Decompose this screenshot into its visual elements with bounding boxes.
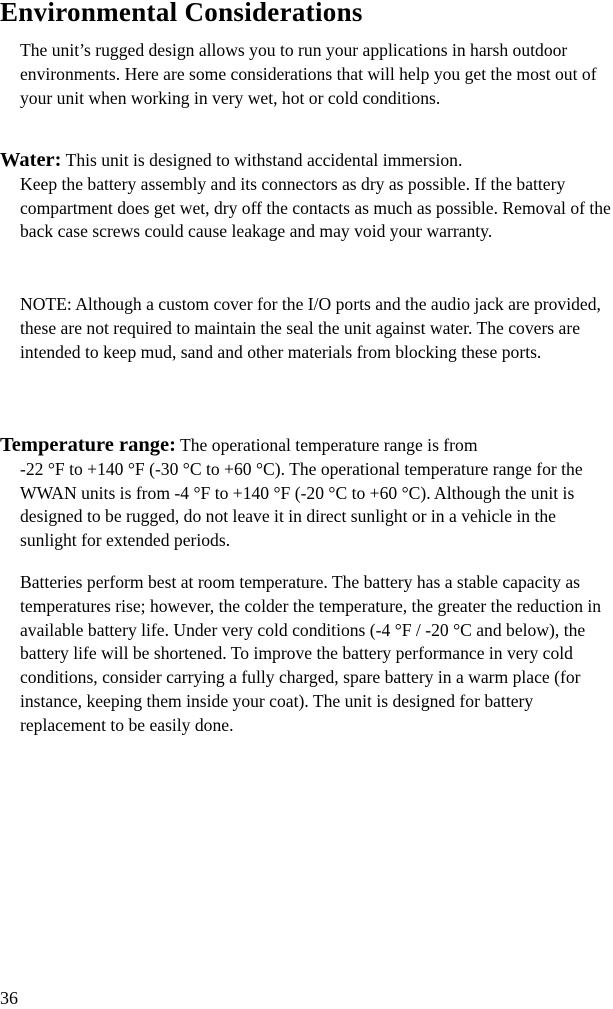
water-paragraph: Keep the battery assembly and its connectors as dry as possible. If the battery compartment does get wet, dry off the contacts as much as possible. Removal of the back case screws could cause leakage and may void your warranty.	[20, 173, 611, 242]
page-number: 36	[0, 988, 18, 1008]
temperature-first-line: The operational temperature range is from	[180, 435, 478, 455]
temperature-label: Temperature range:	[0, 434, 176, 456]
temperature-paragraph: -22 °F to +140 °F (-30 °C to +60 °C). The operational temperature range for the WWAN units is from -4 °F to +140 °F (-20 °C to +60 °C). Although the unit is designed to be rugged, do not leave it in direct sunlight or in a vehicle in the sunlight for extended periods.	[20, 458, 583, 551]
water-section	[0, 149, 613, 244]
page-heading: Environmental Considerations	[0, 0, 363, 27]
intro-paragraph: The unit’s rugged design allows you to run your applications in harsh outdoor environments. Here are some considerations that will help you get the most out of your unit when working in very wet, hot or cold conditions.	[20, 40, 597, 108]
temperature-section	[0, 434, 613, 553]
battery-paragraph: Batteries perform best at room temperature. The battery has a stable capacity as temperatures rise; however, the colder the temperature, the greater the reduction in available battery life. Under very cold conditions (-4 °F / -20 °C and below), the battery life will be shortened. To improve the battery performance in very cold conditions, consider carrying a fully charged, spare battery in a warm place (for instance, keeping them inside your coat). The unit is designed for battery replacement to be easily done.	[20, 572, 602, 735]
water-note: NOTE: Although a custom cover for the I/O ports and the audio jack are provided, these are not required to maintain the seal the unit against water. The covers are intended to keep mud, sand and other materials from blocking these ports.	[20, 294, 601, 362]
water-label: Water:	[0, 149, 62, 171]
water-first-line: This unit is designed to withstand accidental immersion.	[65, 150, 463, 170]
